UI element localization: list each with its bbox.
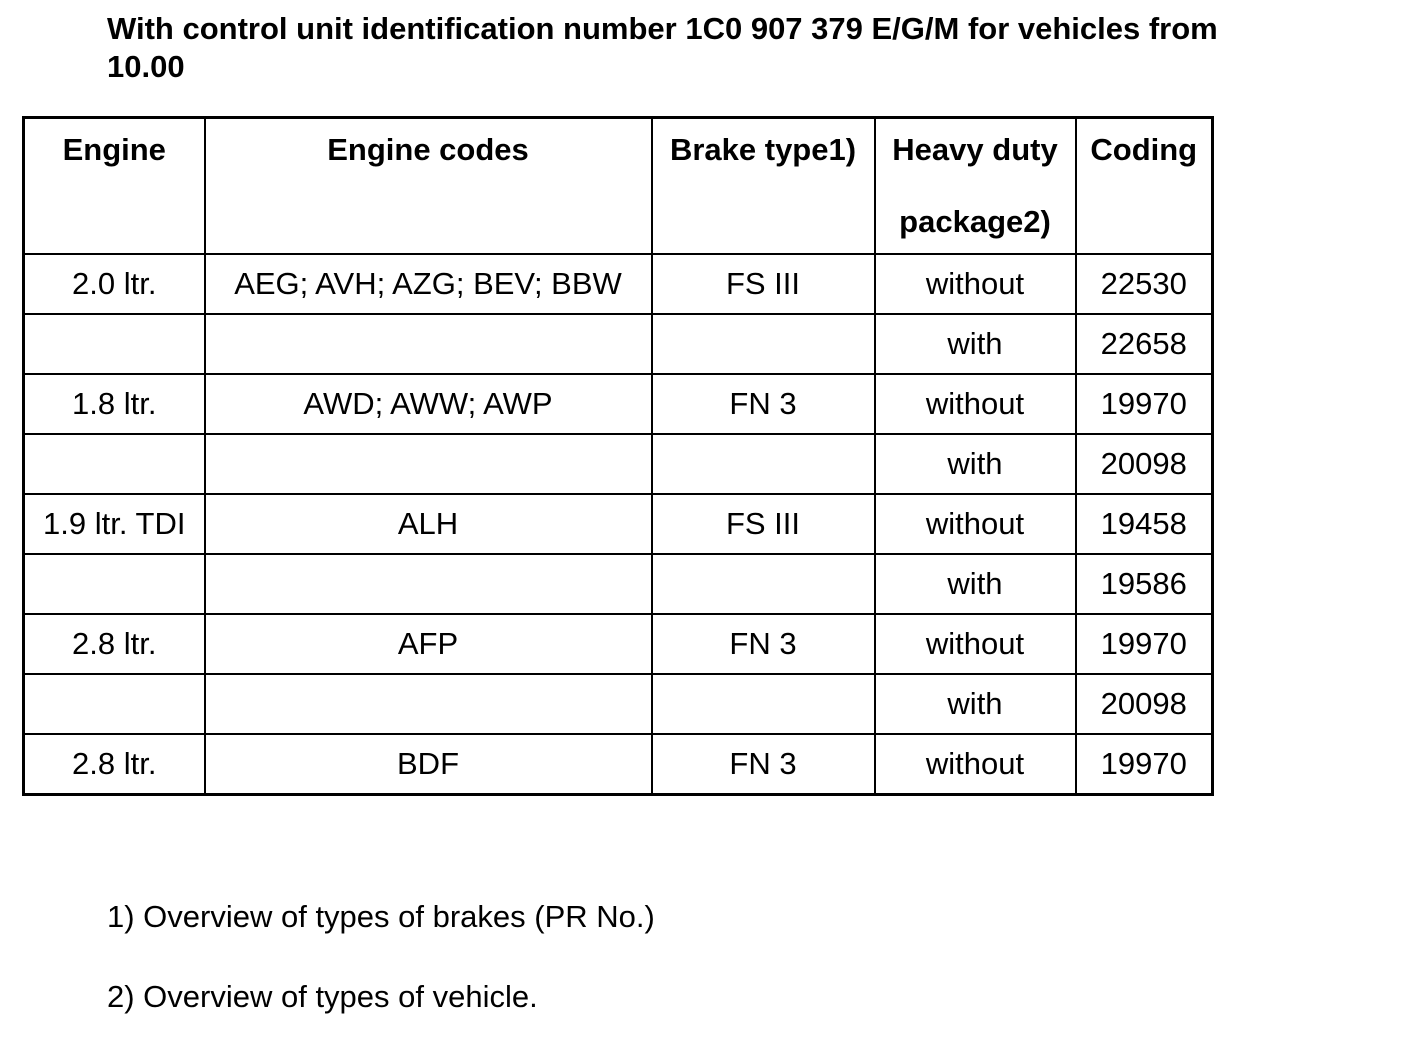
cell-engine	[24, 674, 205, 734]
cell-engine	[24, 434, 205, 494]
cell-engine-codes	[205, 554, 652, 614]
cell-engine	[24, 554, 205, 614]
cell-brake-type	[652, 314, 875, 374]
cell-heavy-duty: with	[875, 314, 1076, 374]
cell-heavy-duty: without	[875, 734, 1076, 795]
cell-coding: 19458	[1076, 494, 1213, 554]
cell-coding: 22658	[1076, 314, 1213, 374]
cell-engine-codes: BDF	[205, 734, 652, 795]
table-header-row	[24, 118, 1213, 255]
cell-brake-type	[652, 674, 875, 734]
cell-brake-type	[652, 554, 875, 614]
cell-engine-codes: AWD; AWW; AWP	[205, 374, 652, 434]
page-heading	[107, 10, 1347, 86]
cell-coding: 22530	[1076, 254, 1213, 314]
cell-engine: 2.8 ltr.	[24, 734, 205, 795]
cell-coding: 19970	[1076, 614, 1213, 674]
cell-heavy-duty: without	[875, 614, 1076, 674]
table-row	[24, 254, 1213, 314]
heading-line-2: 10.00	[107, 49, 185, 84]
cell-engine: 1.8 ltr.	[24, 374, 205, 434]
header-heavy-duty-package	[875, 118, 1076, 255]
cell-engine	[24, 314, 205, 374]
cell-brake-type	[652, 434, 875, 494]
cell-engine-codes: AFP	[205, 614, 652, 674]
header-engine: Engine	[24, 118, 205, 255]
table-row	[24, 314, 1213, 374]
header-coding: Coding	[1076, 118, 1213, 255]
cell-engine: 2.0 ltr.	[24, 254, 205, 314]
table-row	[24, 554, 1213, 614]
heading-line-1: With control unit identification number 1C0 907 379 E/G/M for vehicles from	[107, 11, 1218, 46]
table-row	[24, 614, 1213, 674]
footnote-brake-types: 1) Overview of types of brakes (PR No.)	[107, 899, 655, 934]
cell-coding: 19970	[1076, 734, 1213, 795]
cell-engine-codes	[205, 314, 652, 374]
cell-engine-codes	[205, 674, 652, 734]
footnote-vehicle-types: 2) Overview of types of vehicle.	[107, 979, 538, 1014]
cell-engine: 2.8 ltr.	[24, 614, 205, 674]
table-row	[24, 734, 1213, 795]
header-heavy-duty-line-1: Heavy duty	[892, 132, 1058, 167]
cell-heavy-duty: with	[875, 554, 1076, 614]
cell-heavy-duty: with	[875, 674, 1076, 734]
header-heavy-duty-line-2: package2)	[899, 204, 1051, 239]
cell-brake-type: FS III	[652, 494, 875, 554]
cell-coding: 19586	[1076, 554, 1213, 614]
coding-table	[22, 116, 1214, 796]
cell-heavy-duty: without	[875, 254, 1076, 314]
header-engine-codes: Engine codes	[205, 118, 652, 255]
cell-brake-type: FS III	[652, 254, 875, 314]
cell-coding: 20098	[1076, 434, 1213, 494]
cell-coding: 19970	[1076, 374, 1213, 434]
cell-brake-type: FN 3	[652, 374, 875, 434]
cell-heavy-duty: with	[875, 434, 1076, 494]
table-row	[24, 374, 1213, 434]
cell-heavy-duty: without	[875, 494, 1076, 554]
table-row	[24, 434, 1213, 494]
cell-heavy-duty: without	[875, 374, 1076, 434]
cell-brake-type: FN 3	[652, 734, 875, 795]
cell-engine-codes	[205, 434, 652, 494]
cell-brake-type: FN 3	[652, 614, 875, 674]
header-brake-type: Brake type1)	[652, 118, 875, 255]
cell-engine-codes: AEG; AVH; AZG; BEV; BBW	[205, 254, 652, 314]
table-row	[24, 494, 1213, 554]
table-row	[24, 674, 1213, 734]
cell-engine-codes: ALH	[205, 494, 652, 554]
cell-engine: 1.9 ltr. TDI	[24, 494, 205, 554]
cell-coding: 20098	[1076, 674, 1213, 734]
